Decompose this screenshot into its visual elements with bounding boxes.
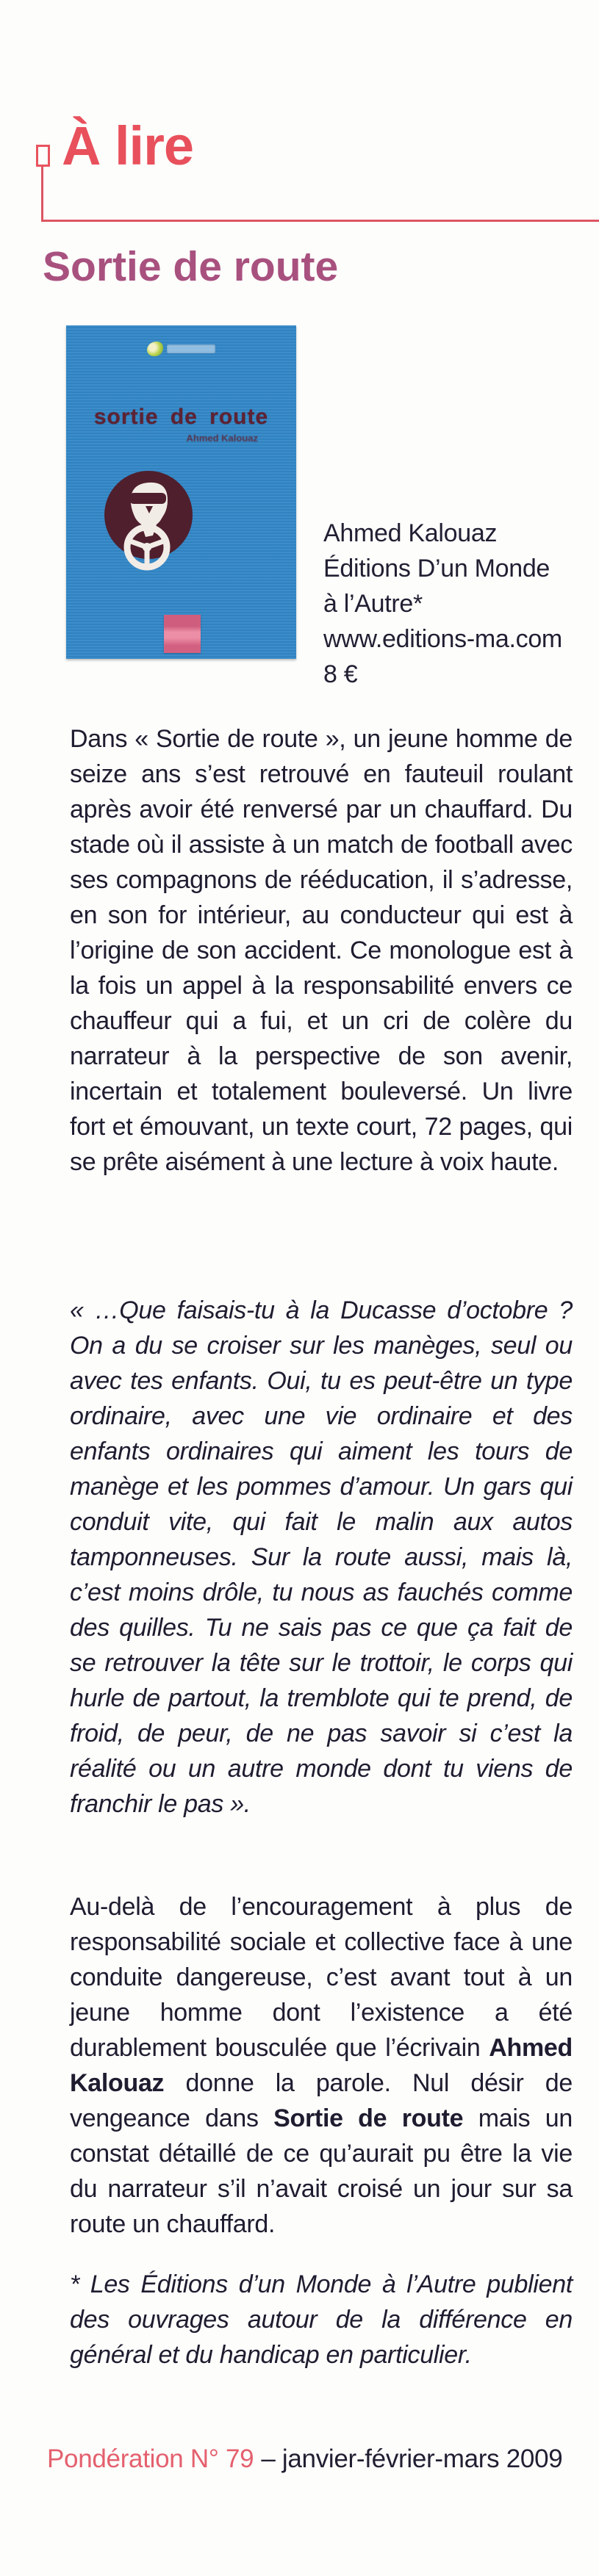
page-footer xyxy=(47,2445,562,2474)
book-publisher-line1: Éditions D’un Monde xyxy=(323,555,550,582)
book-publisher-line2: à l’Autre* xyxy=(323,590,423,618)
cover-illustration xyxy=(103,471,196,574)
article-title: Sortie de route xyxy=(43,243,339,290)
square-bullet-icon xyxy=(36,145,50,167)
paragraph-summary: Dans « Sortie de route », un jeune homme de seize ans s’est retrouvé en fauteuil roulant après avoir été renversé par un chauffard. Du stade où il assiste à un match de football avec ses compagnons de rééducation, il s’adresse, en son for intérieur, au conducteur qui est à l’origine de son accident. Ce monologue est à la fois un appel à la responsabilité envers ce chauffeur qui a fui, et un cri de colère du narrateur à la perspective de son avenir, incertain et totalement bouleversé. Un livre fort et émouvant, un texte court, 72 pages, qui se prête aisément à une lecture à voix haute. xyxy=(70,725,573,1176)
cover-author: Ahmed Kalouaz xyxy=(186,433,258,444)
publisher-logo-blob xyxy=(147,342,163,356)
book-cover-image xyxy=(66,325,296,659)
header-rule-vertical xyxy=(41,166,43,220)
section-title: À lire xyxy=(62,115,194,176)
price-sticker xyxy=(164,615,201,653)
publisher-logo-icon xyxy=(147,342,215,356)
paragraph-commentary xyxy=(70,1889,573,2242)
cover-title: sortie de route xyxy=(93,405,269,429)
commentary-text-after: mais un constat détaillé de ce qu’aurait pu être la vie du narrateur s’il n’avait croisé un jour sur sa route un chauffard. xyxy=(70,2104,573,2238)
paragraph-quote: « …Que faisais-tu à la Ducasse d’octobre ? On a du se croiser sur les manèges, seul ou avec tes enfants. Oui, tu es peut-être un type ordinaire, avec une vie ordinaire et des enfants ordinaires qui aiment les tours de manège et les pommes d’amour. Un gars qui conduit vite, qui fait le malin aux autos tamponneuses. Sur la route aussi, mais là, c’est moins drôle, tu nous as fauchés comme des quilles. Tu ne sais pas ce que ça fait de se retrouver la tête sur le trottoir, le corps qui hurle de partout, la tremblote qui te prend, de froid, de peur, de ne pas savoir si c’est la réalité ou un autre monde dont tu viens de franchir le pas ». xyxy=(70,1296,573,1818)
publisher-logo-text xyxy=(167,344,215,353)
commentary-text-before: Au-delà de l’encouragement à plus de responsabilité sociale et collective face à une conduite dangereuse, c’est avant tout à un jeune homme dont l’existence a été durablement bousculée que l’écrivain xyxy=(70,1893,573,2062)
header-rule-horizontal xyxy=(41,220,599,222)
footer-magazine-issue: Pondération N° 79 xyxy=(47,2445,254,2473)
commentary-text-mid: donne la parole. Nul désir de vengeance dans xyxy=(70,2069,573,2132)
book-info xyxy=(323,516,562,692)
book-author: Ahmed Kalouaz xyxy=(323,519,498,547)
book-price: 8 € xyxy=(323,660,358,688)
commentary-booktitle-bold: Sortie de route xyxy=(273,2104,464,2132)
book-publisher-url: www.editions-ma.com xyxy=(323,625,562,653)
footer-issue-date: – janvier-février-mars 2009 xyxy=(261,2445,563,2473)
commentary-author-bold: Ahmed Kalouaz xyxy=(70,2034,573,2097)
paragraph-footnote: * Les Éditions d’un Monde à l’Autre publient des ouvrages autour de la différence en général et du handicap en particulier. xyxy=(70,2270,573,2369)
